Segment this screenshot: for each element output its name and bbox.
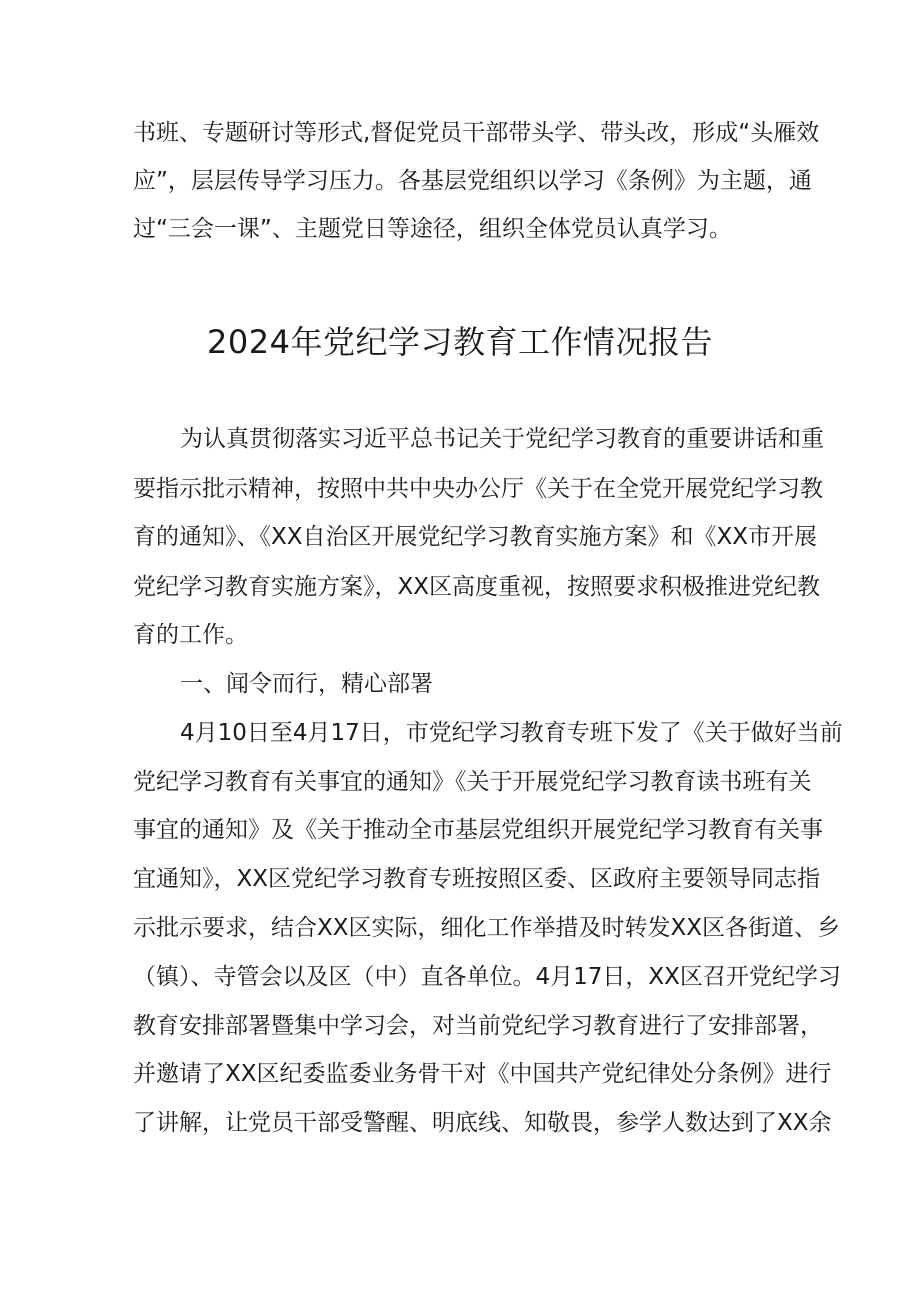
intro-line: 过“三会一课”、主题党日等途径，组织全体党员认真学习。 (133, 216, 732, 242)
body-line: 4月10日至4月17日，市党纪学习教育专班下发了《关于做好当前 (180, 720, 843, 746)
body-line: 党纪学习教育实施方案》，XX区高度重视，按照要求积极推进党纪教 (133, 574, 821, 600)
body-line: 事宜的通知》及《关于推动全市基层党组织开展党纪学习教育有关事 (133, 817, 823, 843)
intro-line: 书班、专题研讨等形式,督促党员干部带头学、带头改，形成“头雁效 (133, 120, 820, 146)
body-line: 了讲解，让党员干部受警醒、明底线、知敬畏，参学人数达到了XX余 (133, 1110, 832, 1136)
report-title: 2024年党纪学习教育工作情况报告 (207, 323, 713, 361)
body-line: 育的通知》、《XX自治区开展党纪学习教育实施方案》和《XX市开展 (133, 524, 818, 550)
body-line: 为认真贯彻落实习近平总书记关于党纪学习教育的重要讲话和重 (180, 426, 824, 452)
body-line: 示批示要求，结合XX区实际，细化工作举措及时转发XX区各街道、乡 (133, 915, 841, 941)
section-heading: 一、闻令而行，精心部署 (180, 671, 433, 697)
body-line: 并邀请了XX区纪委监委业务骨干对《中国共产党纪律处分条例》进行 (133, 1061, 832, 1087)
body-line: 教育安排部署暨集中学习会，对当前党纪学习教育进行了安排部署， (133, 1013, 823, 1039)
body-line: 宜通知》，XX区党纪学习教育专班按照区委、区政府主要领导同志指 (133, 866, 821, 892)
body-line: （镇）、寺管会以及区（中）直各单位。4月17日，XX区召开党纪学习 (133, 964, 841, 990)
body-line: 育的工作。 (133, 622, 248, 648)
body-line: 要指示批示精神，按照中共中央办公厅《关于在全党开展党纪学习教 (133, 476, 823, 502)
body-line: 党纪学习教育有关事宜的通知》《关于开展党纪学习教育读书班有关 (133, 769, 812, 795)
intro-line: 应”，层层传导学习压力。各基层党组织以学习《条例》为主题，通 (133, 168, 812, 194)
